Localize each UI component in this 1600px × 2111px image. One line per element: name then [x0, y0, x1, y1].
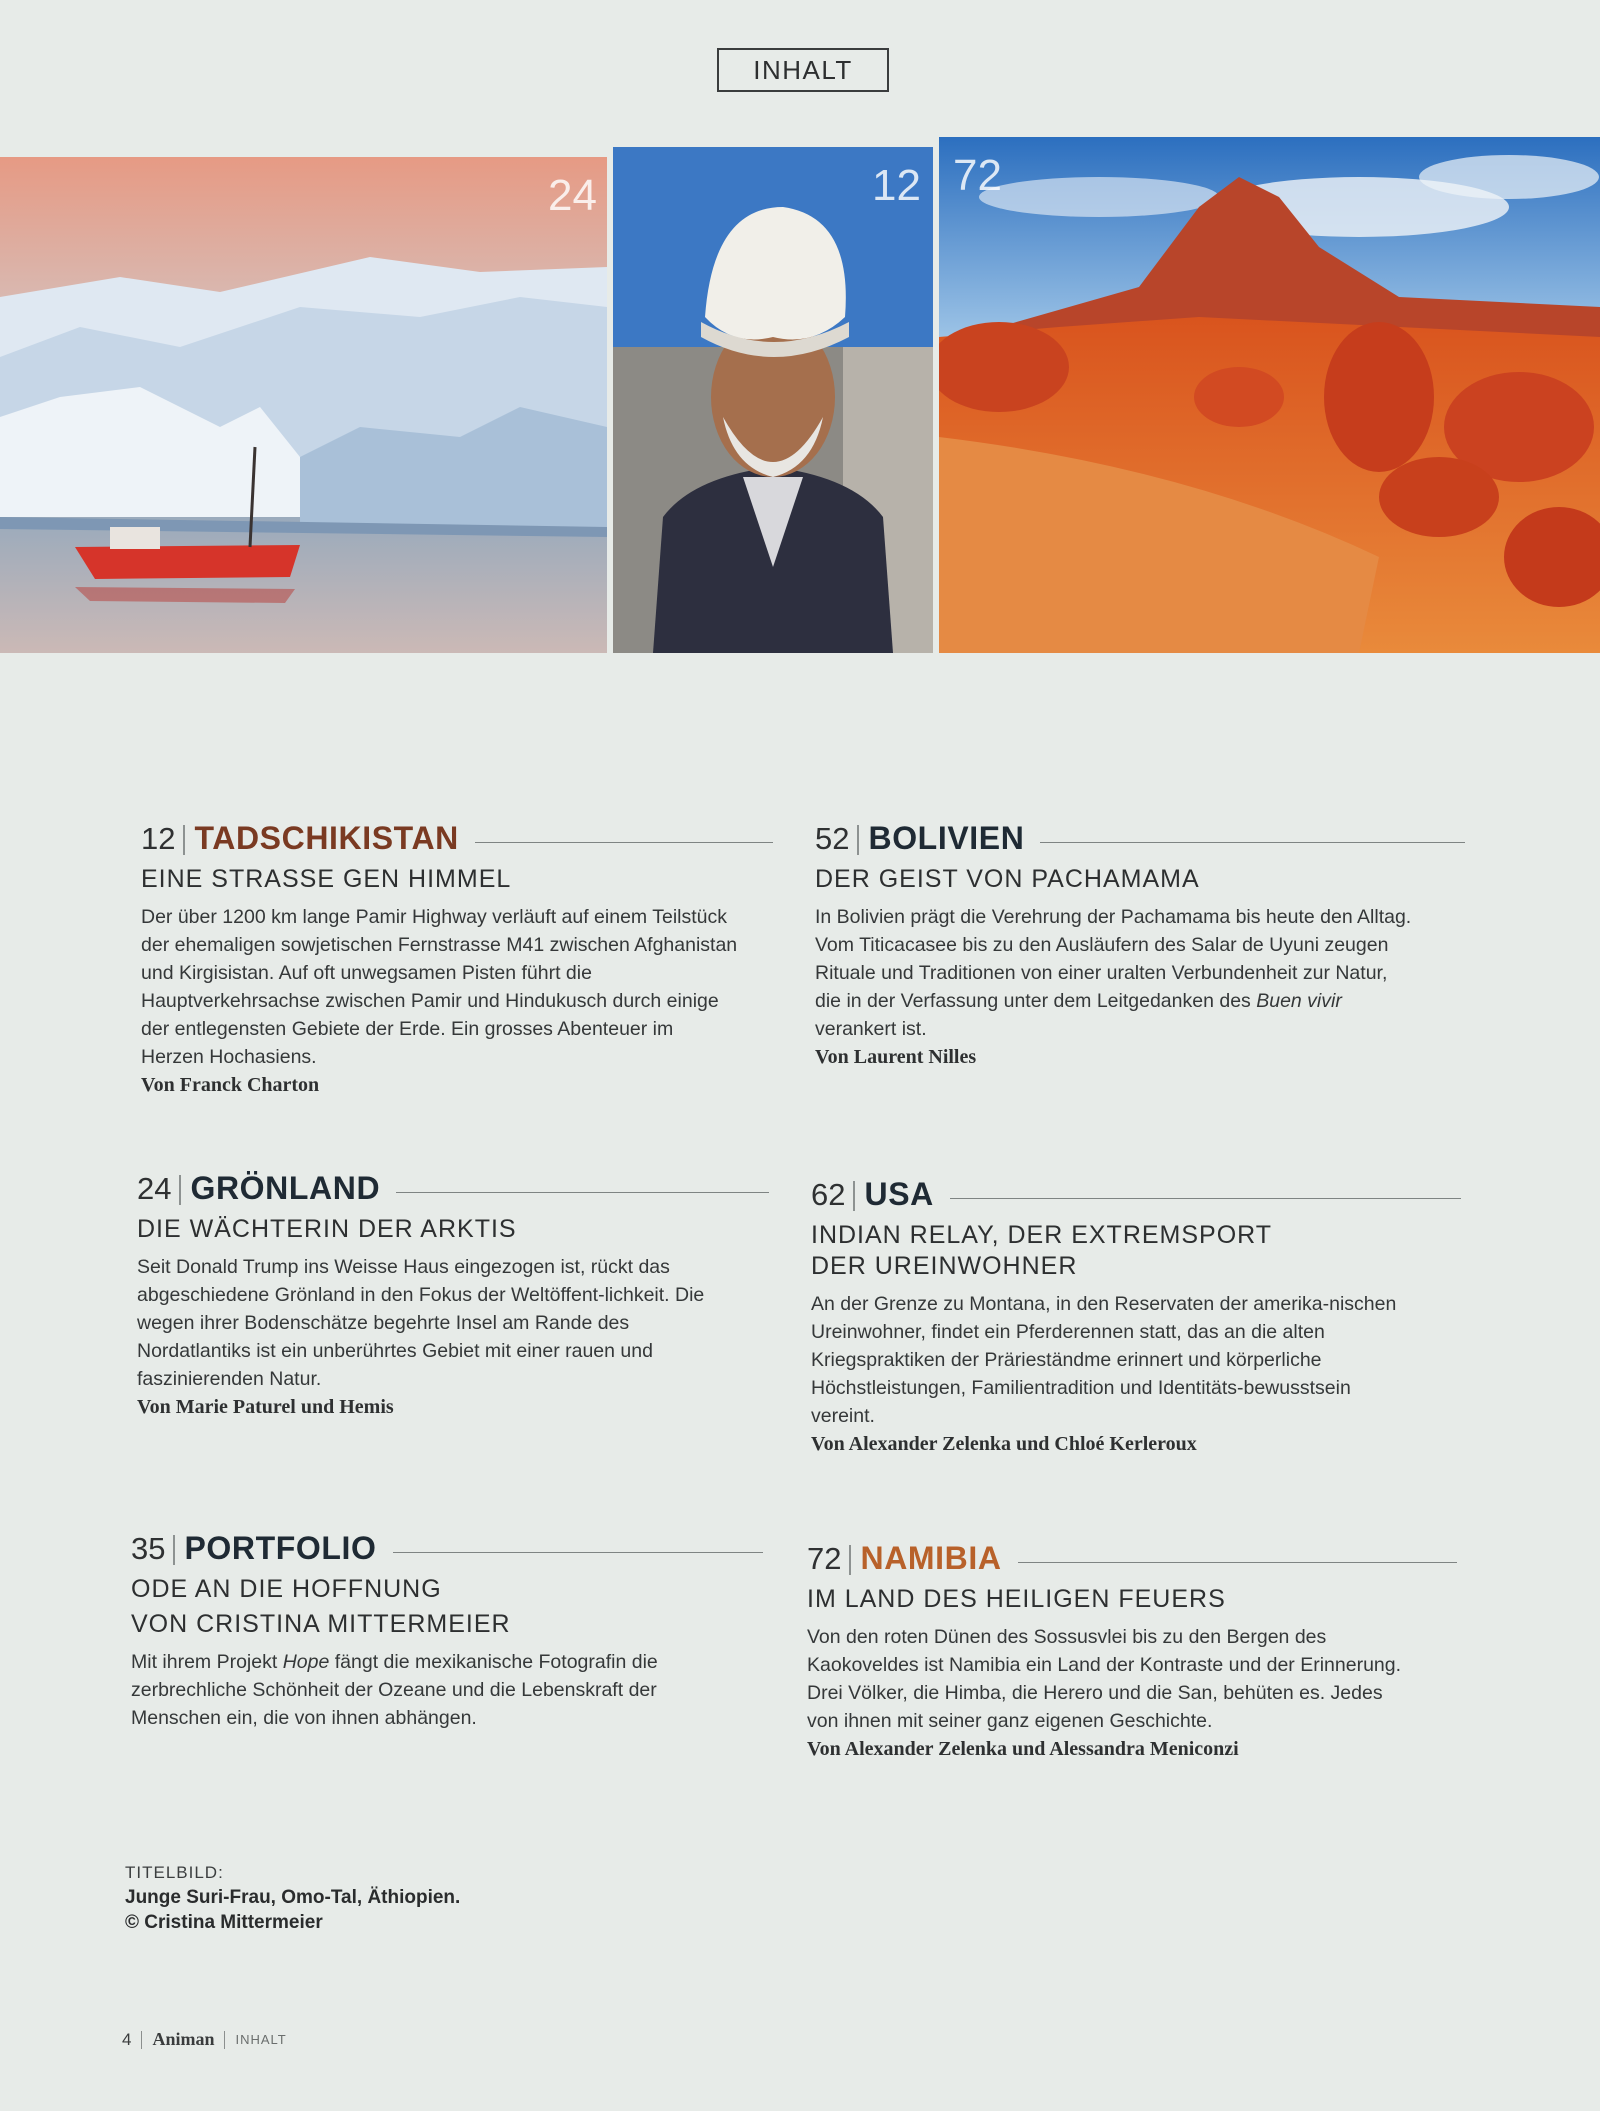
article-country: USA: [864, 1176, 934, 1212]
section-label: INHALT: [717, 48, 889, 92]
cover-label: TITELBILD:: [125, 1863, 224, 1882]
article-heading: [807, 1540, 1457, 1580]
heading-divider: [179, 1175, 181, 1205]
cover-caption: Junge Suri-Frau, Omo-Tal, Äthiopien.: [125, 1887, 461, 1908]
article-heading: [137, 1170, 769, 1210]
article-bolivien[interactable]: [815, 820, 1465, 1069]
page-footer: [122, 2029, 287, 2050]
heading-divider: [849, 1545, 851, 1575]
cover-credit: [125, 1860, 625, 1935]
teaser-italic: Buen vivir: [1256, 990, 1342, 1012]
heading-divider: [183, 825, 185, 855]
article-country: GRÖNLAND: [190, 1170, 381, 1206]
article-country: PORTFOLIO: [184, 1530, 377, 1566]
photo-page-number: 12: [872, 161, 921, 210]
article-title: INDIAN RELAY, DER EXTREMSPORT: [811, 1221, 1273, 1249]
photo-page-number: 24: [548, 171, 597, 220]
article-title-line-2: VON CRISTINA MITTERMEIER: [131, 1610, 511, 1638]
article-heading: [815, 820, 1465, 860]
article-page-number: 35: [131, 1531, 166, 1566]
photo-greenland-iceberg: [0, 157, 607, 653]
footer-divider: [141, 2031, 142, 2049]
article-teaser: [131, 1648, 731, 1732]
article-teaser: An der Grenze zu Montana, in den Reservaten der amerika-nischen Ureinwohner, findet ein Pferderennen statt, das an die alten Kriegspraktiken der Prärieständme erinnert und körperliche Höchstleistungen, Familientradition und Identitäts-bewusstsein vereint.: [811, 1293, 1397, 1427]
article-page-number: 24: [137, 1171, 172, 1206]
article-author: Von Marie Paturel und Hemis: [137, 1396, 394, 1418]
heading-divider: [857, 825, 859, 855]
heading-rule: [393, 1552, 763, 1553]
photo-page-number: 72: [953, 151, 1002, 200]
article-author: Von Laurent Nilles: [815, 1046, 977, 1068]
article-title: EINE STRASSE GEN HIMMEL: [141, 865, 512, 893]
article-heading: [811, 1176, 1461, 1216]
article-title: ODE AN DIE HOFFNUNG: [131, 1575, 442, 1603]
article-teaser: Seit Donald Trump ins Weisse Haus eingezogen ist, rückt das abgeschiedene Grönland in den Fokus der Weltöffent-lichkeit. Die wegen ihrer Bodenschätze begehrte Insel am Rande des Nordatlantiks ist ein unberührtes Gebiet mit einer rauen und faszinierenden Natur.: [137, 1256, 705, 1390]
article-title: DIE WÄCHTERIN DER ARKTIS: [137, 1215, 517, 1243]
article-title-line-2: DER UREINWOHNER: [811, 1252, 1078, 1280]
heading-rule: [396, 1192, 769, 1193]
article-author: Von Franck Charton: [141, 1074, 320, 1096]
teaser-text-end: fängt die mexikanische Fotografin die zerbrechliche Schönheit der Ozeane und die Lebenskraft der Menschen ein, die von ihnen abhängen.: [131, 1651, 658, 1729]
article-title: DER GEIST VON PACHAMAMA: [815, 865, 1200, 893]
teaser-italic: Hope: [282, 1651, 330, 1673]
heading-divider: [173, 1535, 175, 1565]
footer-section: INHALT: [235, 2032, 287, 2047]
heading-rule: [950, 1198, 1461, 1199]
article-author: Von Alexander Zelenka und Chloé Kerleroux: [811, 1433, 1197, 1455]
footer-divider: [224, 2031, 225, 2049]
teaser-text: In Bolivien prägt die Verehrung der Pachamama bis heute den Alltag. Vom Titicacasee bis zu den Ausläufern des Salar de Uyuni zeugen Rituale und Traditionen von einer uralten Verbundenheit zur Natur, die in der Verfassung unter dem Leitgedanken des: [815, 906, 1412, 1012]
article-page-number: 72: [807, 1541, 842, 1576]
article-title: IM LAND DES HEILIGEN FEUERS: [807, 1585, 1226, 1613]
article-country: NAMIBIA: [860, 1540, 1002, 1576]
article-usa[interactable]: [811, 1176, 1461, 1456]
article-page-number: 62: [811, 1177, 846, 1212]
article-page-number: 52: [815, 821, 850, 856]
article-author: Von Alexander Zelenka und Alessandra Meniconzi: [807, 1738, 1239, 1760]
teaser-text-end: verankert ist.: [815, 1018, 927, 1040]
article-teaser: [815, 903, 1415, 1043]
article-groenland[interactable]: [137, 1170, 769, 1419]
cover-copyright: © Cristina Mittermeier: [125, 1912, 323, 1933]
photo-namibia-rocks: [939, 137, 1600, 653]
teaser-text: Mit ihrem Projekt: [131, 1651, 283, 1673]
article-country: BOLIVIEN: [868, 820, 1025, 856]
article-heading: [131, 1530, 763, 1570]
portrait-illustration: [613, 147, 933, 653]
article-country: TADSCHIKISTAN: [194, 820, 459, 856]
heading-divider: [853, 1181, 855, 1211]
article-portfolio[interactable]: [131, 1530, 763, 1732]
iceberg-illustration: [0, 157, 607, 653]
article-tadschikistan[interactable]: [141, 820, 773, 1097]
heading-rule: [475, 842, 773, 843]
heading-rule: [1018, 1562, 1457, 1563]
heading-rule: [1040, 842, 1465, 843]
photo-tajik-portrait: [613, 147, 933, 653]
desert-illustration: [939, 137, 1600, 653]
article-teaser: Der über 1200 km lange Pamir Highway verläuft auf einem Teilstück der ehemaligen sowjetischen Fernstrasse M41 zwischen Afghanistan und Kirgisistan. Auf oft unwegsamen Pisten führt die Hauptverkehrsachse zwischen Pamir und Hindukusch durch einige der entlegensten Gebiete der Erde. Ein grosses Abenteuer im Herzen Hochasiens.: [141, 906, 738, 1068]
article-page-number: 12: [141, 821, 176, 856]
article-teaser: Von den roten Dünen des Sossusvlei bis zu den Bergen des Kaokoveldes ist Namibia ein Land der Kontraste und der Erinnerung. Drei Völker, die Himba, die Herero und die San, behüten es. Jedes von ihnen mit seiner ganz eigenen Geschichte.: [807, 1626, 1402, 1732]
article-heading: [141, 820, 773, 860]
magazine-brand: Animan: [152, 2029, 215, 2049]
page-number: 4: [122, 2029, 132, 2049]
article-namibia[interactable]: [807, 1540, 1457, 1761]
